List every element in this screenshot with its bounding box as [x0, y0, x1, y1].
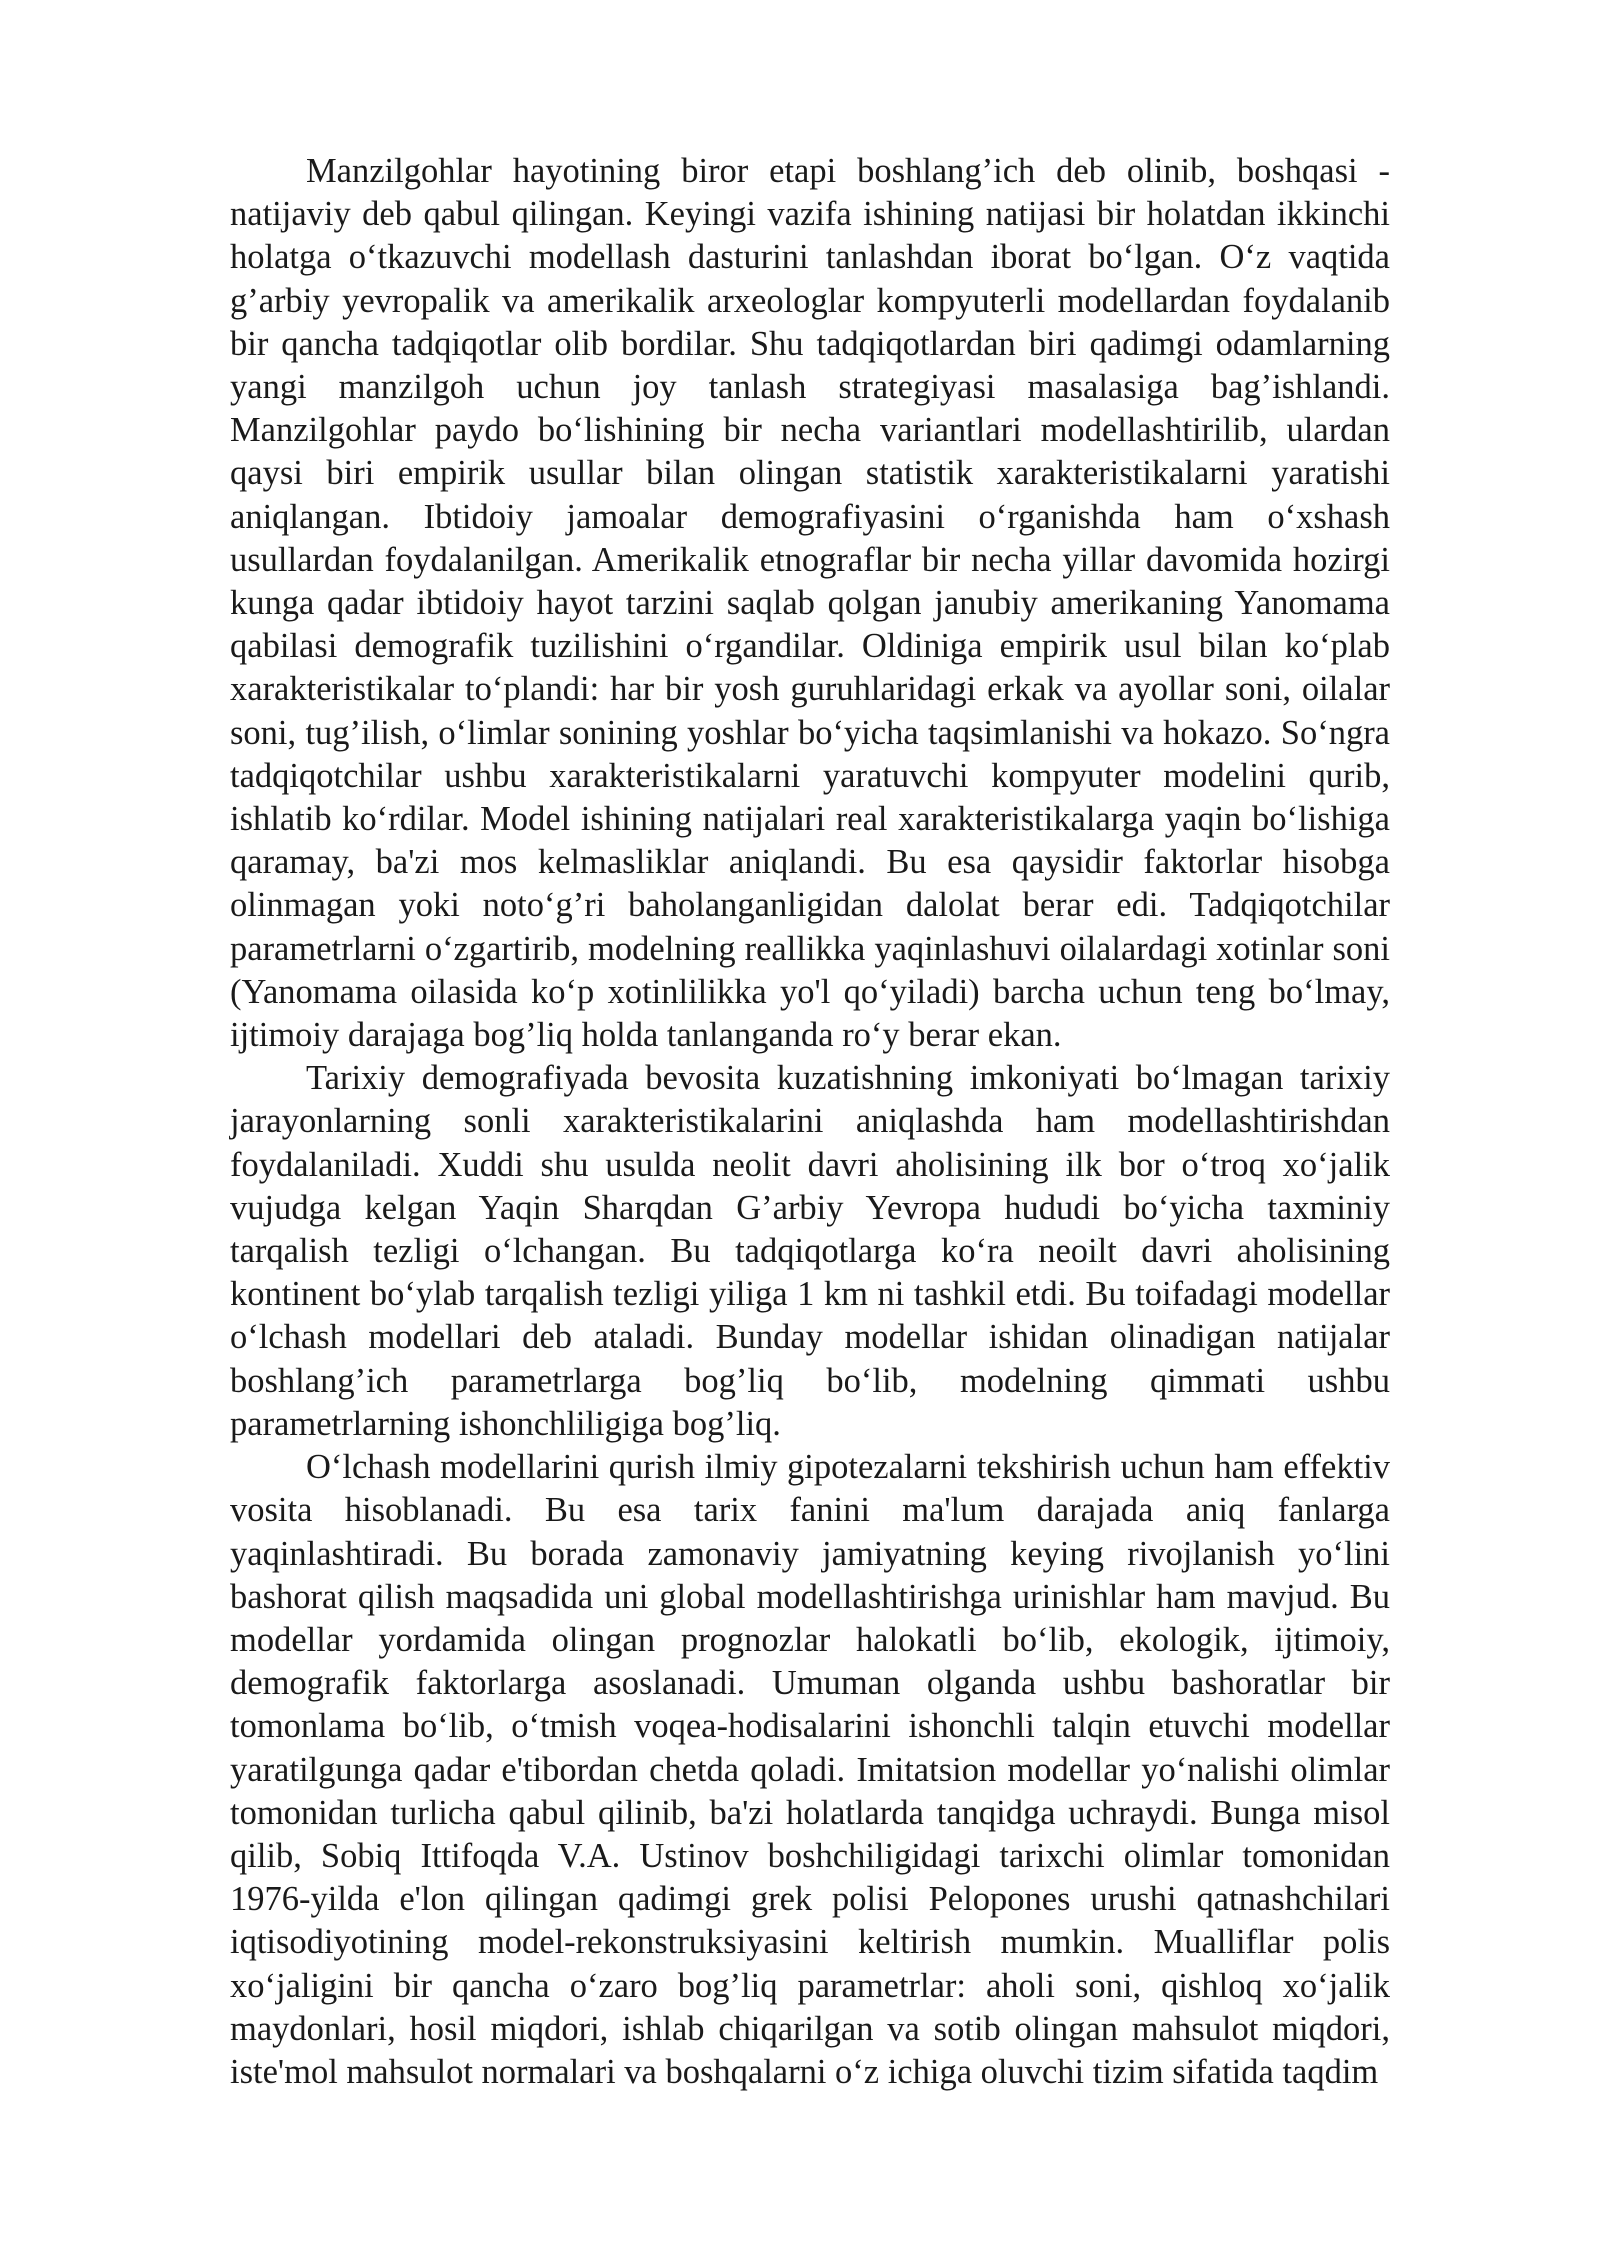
paragraph-3: O‘lchash modellarini qurish ilmiy gipotezalarni tekshirish uchun ham effektiv vosita hisoblanadi. Bu esa tarix fanini ma'lum darajada aniq fanlarga yaqinlashtiradi. Bu borada zamonaviy jamiyatning keying rivojlanish yo‘lini bashorat qilish maqsadida uni global modellashtirishga urinishlar ham mavjud. Bu modellar yordamida olingan prognozlar halokatli bo‘lib, ekologik, ijtimoiy, demografik faktorlarga asoslanadi. Umuman olganda ushbu bashoratlar bir tomonlama bo‘lib, o‘tmish voqea-hodisalarini ishonchli talqin etuvchi modellar yaratilgunga qadar e'tibordan chetda qoladi. Imitatsion modellar yo‘nalishi olimlar tomonidan turlicha qabul qilinib, ba'zi holatlarda tanqidga uchraydi. Bunga misol qilib, Sobiq Ittifoqda V.A. Ustinov boshchiligidagi tarixchi olimlar tomonidan 1976-yilda e'lon qilingan qadimgi grek polisi Pelopones urushi qatnashchilari iqtisodiyotining model-rekonstruksiyasini keltirish mumkin. Mualliflar polis xo‘jaligini bir qancha o‘zaro bog’liq parametrlar: aholi soni, qishloq xo‘jalik maydonlari, hosil miqdori, ishlab chiqarilgan va sotib olingan mahsulot miqdori, iste'mol mahsulot normalari va boshqalarni o‘z ichiga oluvchi tizim sifatida taqdim	[230, 1448, 1390, 2091]
document-page	[230, 150, 1390, 2094]
paragraph-1: Manzilgohlar hayotining biror etapi boshlang’ich deb olinib, boshqasi - natijaviy deb qabul qilingan. Keyingi vazifa ishining natijasi bir holatdan ikkinchi holatga o‘tkazuvchi modellash dasturini tanlashdan iborat bo‘lgan. O‘z vaqtida g’arbiy yevropalik va amerikalik arxeologlar kompyuterli modellardan foydalanib bir qancha tadqiqotlar olib bordilar. Shu tadqiqotlardan biri qadimgi odamlarning yangi manzilgoh uchun joy tanlash strategiyasi masalasiga bag’ishlandi. Manzilgohlar paydo bo‘lishining bir necha variantlari modellashtirilib, ulardan qaysi biri empirik usullar bilan olingan statistik xarakteristikalarni yaratishi aniqlangan. Ibtidoiy jamoalar demografiyasini o‘rganishda ham o‘xshash usullardan foydalanilgan. Amerikalik etnograflar bir necha yillar davomida hozirgi kunga qadar ibtidoiy hayot tarzini saqlab qolgan janubiy amerikaning Yanomama qabilasi demografik tuzilishini o‘rgandilar. Oldiniga empirik usul bilan ko‘plab xarakteristikalar to‘plandi: har bir yosh guruhlaridagi erkak va ayollar soni, oilalar soni, tug’ilish, o‘limlar sonining yoshlar bo‘yicha taqsimlanishi va hokazo. So‘ngra tadqiqotchilar ushbu xarakteristikalarni yaratuvchi kompyuter modelini qurib, ishlatib ko‘rdilar. Model ishining natijalari real xarakteristikalarga yaqin bo‘lishiga qaramay, ba'zi mos kelmasliklar aniqlandi. Bu esa qaysidir faktorlar hisobga olinmagan yoki noto‘g’ri baholanganligidan dalolat berar edi. Tadqiqotchilar parametrlarni o‘zgartirib, modelning reallikka yaqinlashuvi oilalardagi xotinlar soni (Yanomama oilasida ko‘p xotinlilikka yo'l qo‘yiladi) barcha uchun teng bo‘lmay, ijtimoiy darajaga bog’liq holda tanlanganda ro‘y berar ekan.	[230, 152, 1390, 1055]
paragraph-2: Tarixiy demografiyada bevosita kuzatishning imkoniyati bo‘lmagan tarixiy jarayonlarning sonli xarakteristikalarini aniqlashda ham modellashtirishdan foydalaniladi. Xuddi shu usulda neolit davri aholisining ilk bor o‘troq xo‘jalik vujudga kelgan Yaqin Sharqdan G’arbiy Yevropa hududi bo‘yicha taxminiy tarqalish tezligi o‘lchangan. Bu tadqiqotlarga ko‘ra neoilt davri aholisining kontinent bo‘ylab tarqalish tezligi yiliga 1 km ni tashkil etdi. Bu toifadagi modellar o‘lchash modellari deb ataladi. Bunday modellar ishidan olinadigan natijalar boshlang’ich parametrlarga bog’liq bo‘lib, modelning qimmati ushbu parametrlarning ishonchliligiga bog’liq.	[230, 1059, 1390, 1443]
